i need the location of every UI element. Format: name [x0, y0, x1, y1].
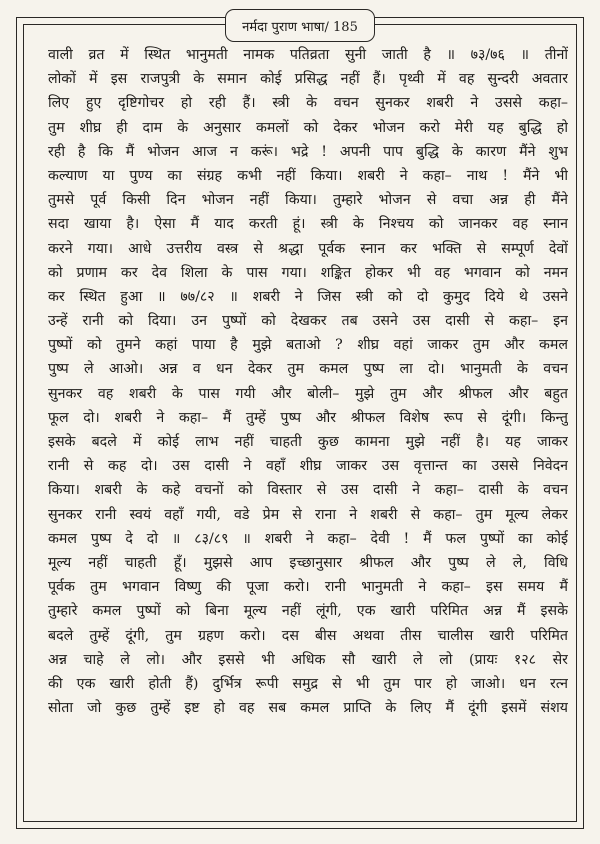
- text-line: रही है कि मैं भोजन आज न करूं। भद्रे ! अपनी पाप बुद्धि के कारण मैंने शुभ: [48, 143, 568, 160]
- text-line: पूर्वक तुम भगवान विष्णु की पूजा करो। रानी भानुमती ने कहा– इस समय मैं: [48, 579, 568, 596]
- text-line: लोकों में इस राजपुत्री के समान कोई प्रसिद्ध नहीं हैं। पृथ्वी में वह सुन्दरी अवतार: [48, 71, 568, 88]
- text-line: सुनकर रानी स्वयं वहाँ गयी, वडे प्रेम से राना ने शबरी से कहा– तुम मूल्य लेकर: [48, 506, 568, 523]
- text-line: तुम्हारे कमल पुष्पों को बिना मूल्य नहीं लूंगी, एक खारी परिमित अन्न मैं इसके: [48, 603, 568, 620]
- text-line: वाली व्रत में स्थित भानुमती नामक पतिव्रता सुनी जाती है ॥ ७३/७६ ॥ तीनों: [48, 47, 568, 63]
- text-line: मूल्य नहीं चाहती हूँ। मुझसे आप इच्छानुसार श्रीफल और पुष्प ले ले, विधि: [48, 554, 568, 571]
- text-line: तुम शीघ्र ही दाम के अनुसार कमलों को देकर भोजन करो मेरी यह बुद्धि हो: [48, 119, 568, 136]
- text-line: की एक खारी होती हैं) दुर्भित्र रूपी समुद्र से भी तुम पार हो जाओ। धन रत्न: [48, 675, 568, 692]
- text-line: कमल पुष्प दे दो ॥ ८३/८९ ॥ शबरी ने कहा– देवी ! मैं फल पुष्पों का कोई: [48, 530, 568, 547]
- text-line: कल्याण या पुण्य का संग्रह कभी नहीं किया। शबरी ने कहा– नाथ ! मैंने भी: [48, 167, 568, 184]
- text-line: फूल दो। शबरी ने कहा– मैं तुम्हें पुष्प और श्रीफल विशेष रूप से दूंगी। किन्तु: [48, 409, 568, 426]
- text-line: तुमसे पूर्व किसी दिन भोजन नहीं किया। तुम्हारे भोजन से वचा अन्न ही मैंने: [48, 192, 568, 209]
- text-line: पुष्प ले आओ। अन्न व धन देकर तुम कमल पुष्प ला दो। भानुमती के वचन: [48, 361, 568, 378]
- text-line: इसके बदले में कोई लाभ नहीं चाहती कुछ कामना मुझे नहीं है। यह जाकर: [48, 434, 568, 450]
- text-line: उन्हें रानी को दिया। उन पुष्पों को देखकर तब उसने उस दासी से कहा– इन: [48, 313, 568, 330]
- running-header: [225, 9, 375, 42]
- text-line: लिए हुए दृष्टिगोचर हो रही हैं। स्त्री के वचन सुनकर शबरी ने उससे कहा–: [48, 95, 568, 112]
- text-line: कर स्थित हुआ ॥ ७७/८२ ॥ शबरी ने जिस स्त्री को दो कुमुद दिये थे उसने: [48, 288, 568, 305]
- text-line: रानी से कह दो। उस दासी ने वहाँ शीघ्र जाकर उस वृत्तान्त का उससे निवेदन: [48, 458, 568, 475]
- text-line: पुष्पों को तुमने कहां पाया है मुझे बताओ ? शीघ्र वहां जाकर तुम और कमल: [48, 337, 568, 354]
- text-line: अन्न चाहे ले लो। और इससे भी अधिक सौ खारी ले लो (प्रायः १२८ सेर: [48, 651, 568, 668]
- page-body: [48, 43, 568, 720]
- text-line: किया। शबरी के कहे वचनों को विस्तार से उस दासी ने कहा– दासी के वचन: [48, 482, 568, 499]
- text-line: सुनकर वह शबरी के पास गयी और बोली– मुझे तुम और श्रीफल और बहुत: [48, 385, 568, 402]
- text-line: को प्रणाम कर देव शिला के पास गया। शङ्कित होकर भी वह भगवान को नमन: [48, 264, 568, 281]
- text-line: करने गया। आधे उत्तरीय वस्त्र से श्रद्धा पूर्वक स्नान कर भक्ति से सम्पूर्ण देवों: [48, 240, 568, 257]
- text-line: सदा खाया है। ऐसा मैं याद करती हूं। स्त्री के निश्चय को जानकर वह स्नान: [48, 216, 568, 233]
- header-title: नर्मदा पुराण भाषा/ 185: [242, 19, 358, 35]
- text-line: बदले तुम्हें दूंगी, तुम ग्रहण करो। दस बीस अथवा तीस चालीस खारी परिमित: [48, 627, 568, 644]
- text-line: सोता जो कुछ तुम्हें इष्ट हो वह सब कमल प्राप्ति के लिए मैं दूंगी इसमें संशय: [48, 700, 568, 717]
